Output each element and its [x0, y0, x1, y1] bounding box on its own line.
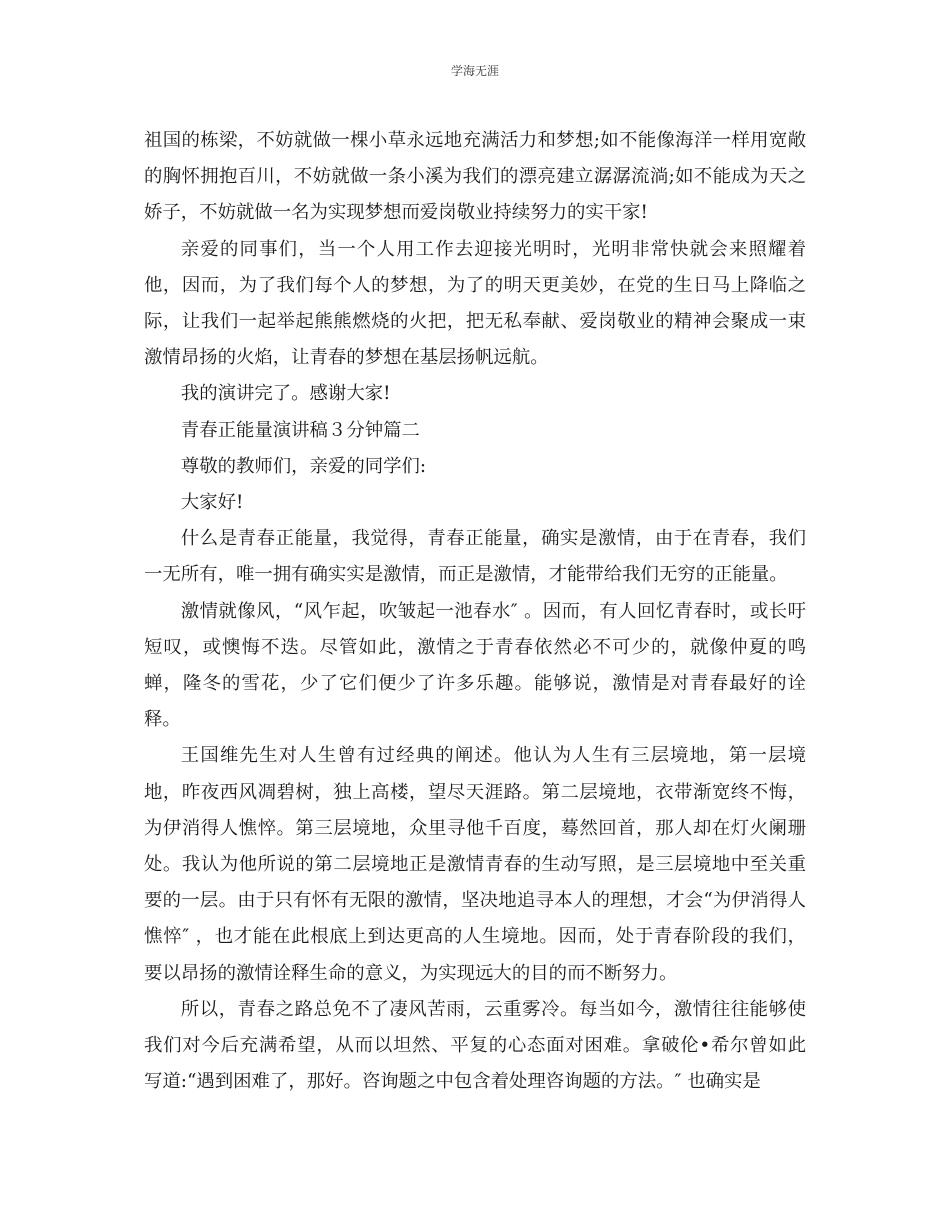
text-line: 亲爱的同事们，当一个人用工作去迎接光明时，光明非常快就会来照耀着 [180, 238, 806, 260]
paragraph [144, 449, 806, 485]
text-line: 短叹，或懊悔不迭。尽管如此，激情之于青春依然必不可少的，就像仲夏的鸣 [144, 636, 806, 658]
text-line: 娇子，不妨就做一名为实现梦想而爱岗敬业持续努力的实干家! [144, 202, 648, 224]
text-line: 的胸怀拥抱百川，不妨就做一条小溪为我们的漂亮建立潺潺流淌;如不能成为天之 [144, 166, 806, 188]
text-line: 青春正能量演讲稿３分钟篇二 [180, 419, 420, 441]
text-line: 所以，青春之路总免不了凄风苦雨，云重雾冷。每当如今，激情往往能够使 [180, 998, 806, 1020]
text-line: 王国维先生对人生曾有过经典的阐述。他认为人生有三层境地，第一层境 [180, 745, 806, 767]
text-line: 为伊消得人憔悴。第三层境地，众里寻他千百度，蓦然回首，那人却在灯火阑珊 [144, 817, 806, 839]
text-line: 我的演讲完了。感谢大家! [180, 383, 391, 405]
text-line: 释。 [144, 709, 181, 731]
text-line: 地，昨夜西风凋碧树，独上高楼，望尽天涯路。第二层境地，衣带渐宽终不悔， [144, 781, 806, 803]
text-line: 激情昂扬的火焰，让青春的梦想在基层扬帆远航。 [144, 347, 549, 369]
text-line: 一无所有，唯一拥有确实实是激情，而正是激情，才能带给我们无穷的正能量。 [144, 564, 788, 586]
paragraph [144, 485, 806, 521]
paragraph [144, 376, 806, 412]
text-line: 什么是青春正能量，我觉得，青春正能量，确实是激情，由于在青春，我们 [180, 528, 806, 550]
paragraph [144, 123, 806, 232]
text-line: 际，让我们一起举起熊熊燃烧的火把，把无私奉献、爱岗敬业的精神会聚成一束 [144, 311, 806, 333]
paragraph [144, 738, 806, 991]
text-line: 我们对今后充满希望，从而以坦然、平复的心态面对困难。拿破伦•希尔曾如此 [144, 1035, 806, 1057]
document-body [144, 123, 806, 1100]
page-header: 学海无涯 [450, 64, 499, 78]
text-line: 尊敬的教师们，亲爱的同学们: [180, 455, 427, 477]
text-line: 憔悴″ ，也才能在此根底上到达更高的人生境地。因而，处于青春阶段的我们， [144, 926, 806, 948]
paragraph [144, 232, 806, 377]
text-line: 写道:“遇到困难了，那好。咨询题之中包含着处理咨询题的方法。″ 也确实是 [144, 1071, 761, 1093]
text-line: 激情就像风，“风乍起，吹皱起一池春水″ 。因而，有人回忆青春时，或长吁 [180, 600, 806, 622]
text-line: 要以昂扬的激情诠释生命的意义，为实现远大的目的而不断努力。 [144, 962, 678, 984]
text-line: 他，因而，为了我们每个人的梦想，为了的明天更美妙，在党的生日马上降临之 [144, 274, 806, 296]
paragraph [144, 413, 806, 449]
paragraph [144, 594, 806, 739]
text-line: 大家好! [180, 492, 244, 514]
paragraph [144, 521, 806, 593]
text-line: 处。我认为他所说的第二层境地正是激情青春的生动写照，是三层境地中至关重 [144, 854, 806, 876]
text-line: 蝉，隆冬的雪花，少了它们便少了许多乐趣。能够说，激情是对青春最好的诠 [144, 673, 806, 695]
text-line: 祖国的栋梁，不妨就做一棵小草永远地充满活力和梦想;如不能像海洋一样用宽敞 [144, 130, 806, 151]
text-line: 要的一层。由于只有怀有无限的激情，坚决地追寻本人的理想，才会“为伊消得人 [144, 890, 806, 912]
paragraph [144, 992, 806, 1101]
